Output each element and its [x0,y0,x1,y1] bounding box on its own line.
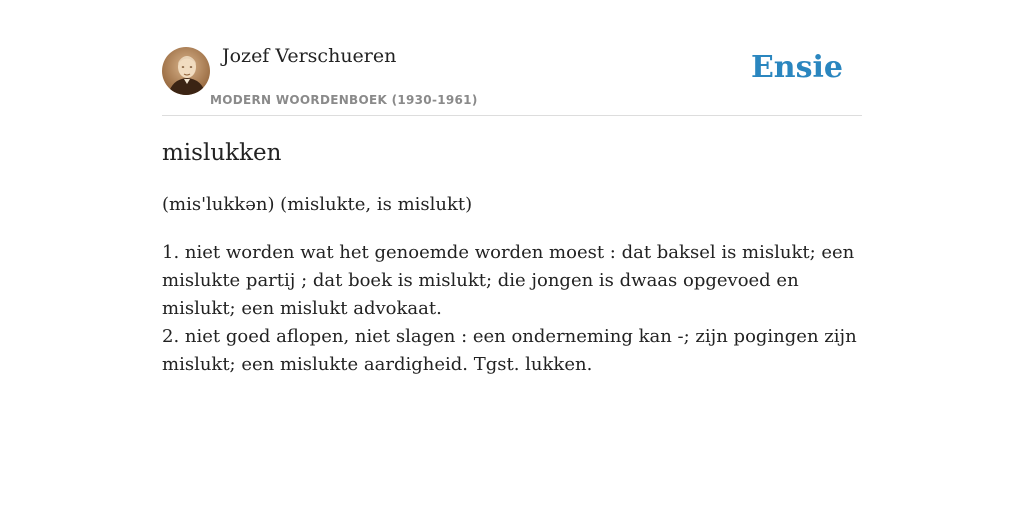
author-name[interactable]: Jozef Verschueren [222,45,397,67]
definition-item: 2. niet goed aflopen, niet slagen : een onderneming kan -; zijn pogingen zijn mislukt; een mislukte aardigheid. Tgst. lukken. [162,326,857,375]
ensie-logo[interactable]: Ensie [750,50,843,85]
entry-header [162,0,862,116]
definition-item: 1. niet worden wat het genoemde worden moest : dat baksel is mislukt; een mislukte partij ; dat boek is mislukt; die jongen is dwaas opgevoed en mislukt; een mislukt advokaat. [162,242,855,319]
author-portrait-icon [162,47,210,95]
definition-text [162,239,862,379]
headword: mislukken [162,140,282,166]
entry-card [162,0,862,375]
pronunciation: (mis'lukkən) (mislukte, is mislukt) [162,194,473,215]
avatar[interactable] [162,47,210,95]
source-dictionary[interactable]: MODERN WOORDENBOEK (1930-1961) [210,93,478,107]
